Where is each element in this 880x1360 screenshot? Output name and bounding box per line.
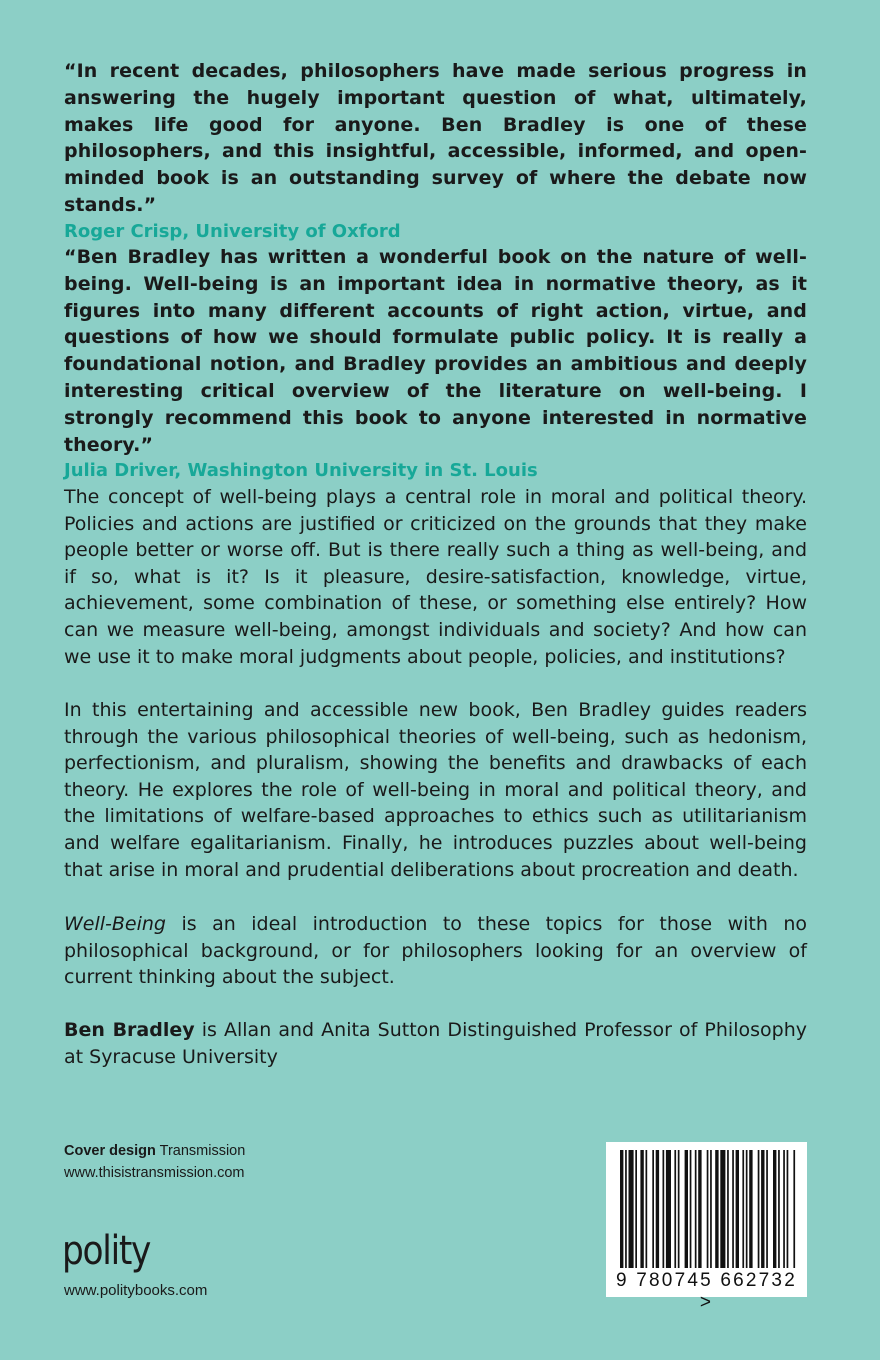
designer-url: www.thisistransmission.com	[64, 1165, 245, 1181]
barcode-bar	[698, 1150, 701, 1268]
barcode-bar	[736, 1150, 739, 1268]
barcode-bar	[652, 1150, 654, 1268]
description-paragraph-2-text: In this entertaining and accessible new book, Ben Bradley guides readers through the various philosophical theories of well-being, such as hedonism, perfectionism, and pluralism, showing the benefits and drawbacks of each theory. He explores the role of well-being in moral and political theory, and the limitations of welfare-based approaches to ethics such as utilitarianism and welfare egalitarianism. Finally, he introduces puzzles about well-being that arise in moral and prudential deliberations about procreation and death.	[64, 699, 807, 881]
barcode-bar	[695, 1150, 697, 1268]
barcode-bar	[629, 1150, 634, 1268]
barcode-bar	[732, 1150, 734, 1268]
barcode-bar	[758, 1150, 760, 1268]
barcode-bar	[674, 1150, 676, 1268]
barcode-bar	[787, 1150, 789, 1268]
quote-1-text: “In recent decades, philosophers have made serious progress in answering the hugely important question of what, ultimately, makes life good for anyone. Ben Bradley is one of these philosophers, and this insightful, accessible, informed, and open-minded book is an outstanding survey of where the debate now stands.”	[64, 60, 807, 216]
description-paragraph-3	[64, 911, 807, 991]
cover-design-label: Cover design	[64, 1143, 156, 1159]
barcode-bar	[778, 1150, 780, 1268]
barcode-bar	[666, 1150, 671, 1268]
author-name: Ben Bradley	[64, 1019, 195, 1041]
barcode-bar	[625, 1150, 627, 1268]
description-paragraph-1-text: The concept of well-being plays a central role in moral and political theory. Policies and actions are justified or criticized on the grounds that they make people better or worse off. But is there really such a thing as well-being, and if so, what is it? Is it pleasure, desire-satisfaction, knowledge, virtue, achievement, some combination of these, or something else entirely? How can we measure well-being, amongst individuals and society? And how can we use it to make moral judgments about people, policies, and institutions?	[64, 486, 807, 668]
barcode-bar	[620, 1150, 623, 1268]
description-paragraph-1	[64, 484, 807, 670]
author-bio-text	[64, 1017, 807, 1070]
barcode-bar	[635, 1150, 637, 1268]
barcode-bar	[685, 1150, 688, 1268]
isbn-barcode	[606, 1142, 807, 1313]
author-bio-rest: is Allan and Anita Sutton Distinguished Professor of Philosophy at Syracuse University	[64, 1019, 807, 1068]
barcode-bar	[720, 1150, 725, 1268]
book-title: Well-Being	[64, 913, 166, 935]
quote-1-attribution: Roger Crisp, University of Oxford	[64, 220, 401, 242]
description-paragraph-2	[64, 697, 807, 883]
barcode-bar	[663, 1150, 665, 1268]
barcode-bar	[766, 1150, 768, 1268]
barcode-bar	[749, 1150, 752, 1268]
barcode-bar	[646, 1150, 648, 1268]
barcode-bar	[678, 1150, 680, 1268]
polity-logo: polity	[62, 1228, 151, 1274]
quote-2-attribution: Julia Driver, Washington University in St. Louis	[64, 460, 538, 482]
barcode-bar	[707, 1150, 709, 1268]
barcode-bar	[710, 1150, 712, 1268]
isbn-number: 9 780745 662732 >	[616, 1270, 797, 1313]
barcode-bar	[761, 1150, 764, 1268]
barcode-bar	[793, 1150, 795, 1268]
barcode-bar	[656, 1150, 659, 1268]
barcode-bar	[640, 1150, 643, 1268]
description-paragraph-3-rest: is an ideal introduction to these topics for those with no philosophical background, or for philosophers looking for an overview of current thinking about the subject.	[64, 913, 807, 989]
quote-1	[64, 58, 807, 245]
barcode-bar	[690, 1150, 692, 1268]
author-bio	[64, 1017, 807, 1070]
barcode-bar	[742, 1150, 744, 1268]
barcode-bar	[727, 1150, 729, 1268]
barcode-bar	[715, 1150, 718, 1268]
cover-credits	[64, 1140, 245, 1184]
quote-2	[64, 244, 807, 484]
description-paragraph-3-text	[64, 911, 807, 991]
cover-design-line	[64, 1140, 245, 1162]
cover-designer: Transmission	[155, 1143, 246, 1159]
barcode-bar	[746, 1150, 748, 1268]
barcode-bar	[783, 1150, 785, 1268]
quote-2-text: “Ben Bradley has written a wonderful book on the nature of well-being. Well-being is an important idea in normative theory, as it figures into many different accounts of right action, virtue, and questions of how we should formulate public policy. It is really a foundational notion, and Bradley provides an ambitious and deeply interesting critical overview of the literature on well-being. I strongly recommend this book to anyone interested in normative theory.”	[64, 246, 807, 456]
barcode-bar	[773, 1150, 776, 1268]
publisher-url: www.politybooks.com	[64, 1282, 208, 1299]
